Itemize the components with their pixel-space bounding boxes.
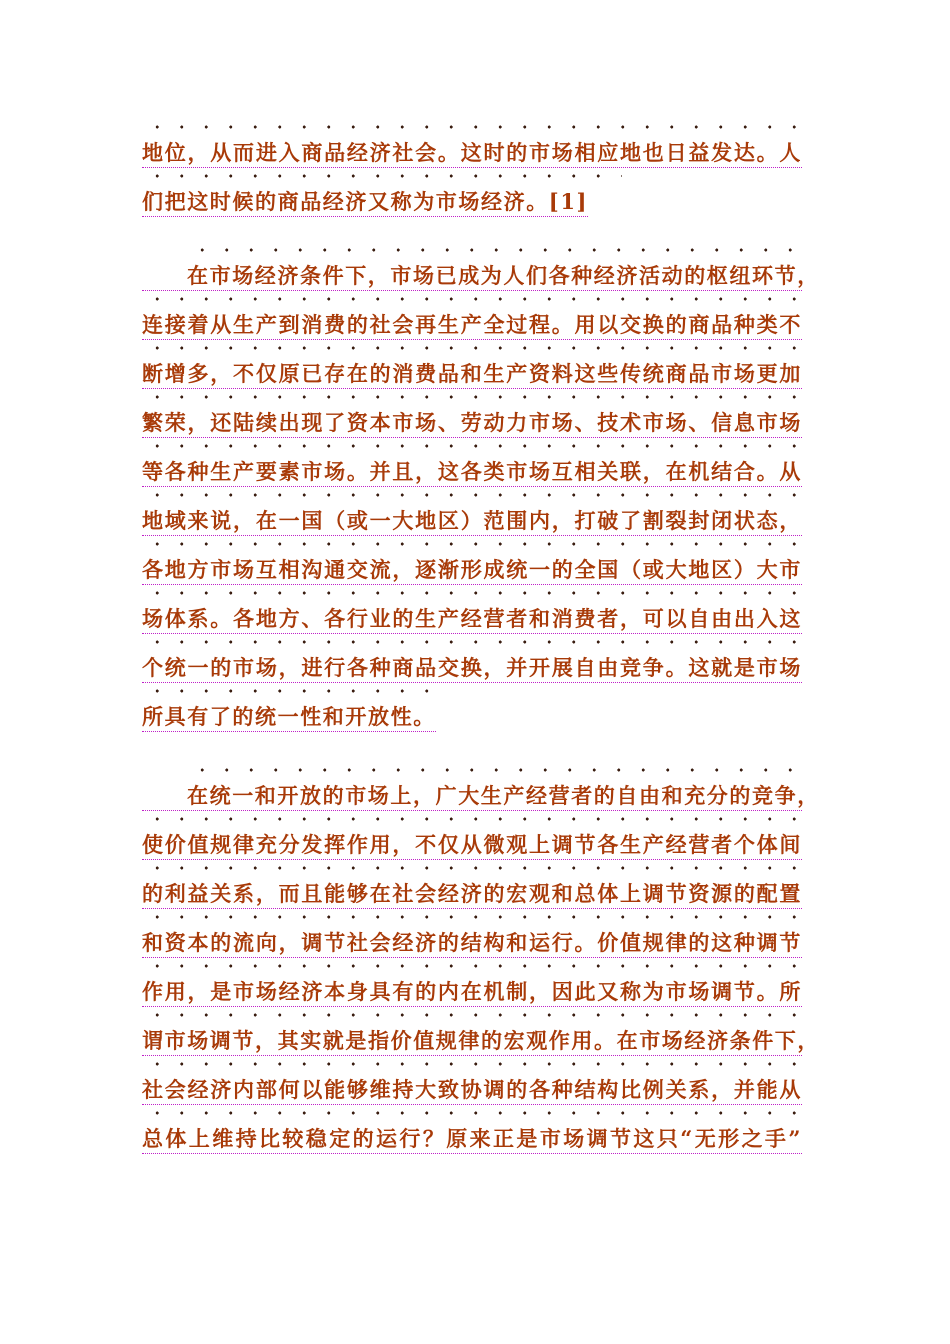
emphasis-dots bbox=[187, 248, 802, 252]
emphasis-dots bbox=[142, 125, 802, 129]
text-line bbox=[142, 882, 802, 906]
emphasis-dots bbox=[142, 866, 802, 870]
text-line bbox=[142, 783, 820, 808]
text-line bbox=[142, 1127, 802, 1151]
text-line bbox=[142, 656, 802, 680]
emphasis-dots bbox=[142, 542, 802, 546]
line-text: 的利益关系，而且能够在社会经济的宏观和总体上调节资源的配置 bbox=[142, 882, 802, 909]
emphasis-dots bbox=[142, 591, 802, 595]
line-text: 谓市场调节，其实就是指价值规律的宏观作用。在市场经济条件下， bbox=[142, 1029, 802, 1056]
line-text: 等各种生产要素市场。并且，这各类市场互相关联，在机结合。从 bbox=[142, 460, 802, 487]
line-text: 繁荣，还陆续出现了资本市场、劳动力市场、技术市场、信息市场 bbox=[142, 411, 802, 438]
line-text: 总体上维持比较稳定的运行？原来正是市场调节这只“无形之手” bbox=[142, 1127, 802, 1154]
line-text: 个统一的市场，进行各种商品交换，并开展自由竞争。这就是市场 bbox=[142, 656, 802, 683]
emphasis-dots bbox=[142, 297, 802, 301]
emphasis-dots bbox=[142, 640, 802, 644]
text-line bbox=[142, 362, 802, 386]
text-line bbox=[142, 1028, 820, 1053]
text-line bbox=[142, 931, 802, 955]
emphasis-dots bbox=[142, 964, 802, 968]
line-text: 在市场经济条件下，市场已成为人们各种经济活动的枢纽环节， bbox=[142, 264, 802, 291]
text-line bbox=[142, 705, 802, 729]
emphasis-dots bbox=[187, 768, 802, 772]
text-line bbox=[142, 1078, 802, 1102]
text-line bbox=[142, 141, 802, 165]
line-text: 社会经济内部何以能够维持大致协调的各种结构比例关系，并能从 bbox=[142, 1078, 802, 1105]
line-text: 各地方市场互相沟通交流，逐渐形成统一的全国（或大地区）大市 bbox=[142, 558, 802, 585]
line-text: 断增多，不仅原已存在的消费品和生产资料这些传统商品市场更加 bbox=[142, 362, 802, 389]
emphasis-dots bbox=[142, 915, 802, 919]
emphasis-dots bbox=[142, 689, 437, 693]
emphasis-dots bbox=[142, 1013, 802, 1017]
line-text: 在统一和开放的市场上，广大生产经营者的自由和充分的竞争， bbox=[142, 784, 802, 811]
text-line bbox=[142, 509, 802, 533]
text-line bbox=[142, 558, 802, 582]
line-text: 连接着从生产到消费的社会再生产全过程。用以交换的商品种类不 bbox=[142, 313, 802, 340]
emphasis-dots bbox=[142, 346, 802, 350]
emphasis-dots bbox=[142, 1062, 802, 1066]
paragraph-1 bbox=[142, 141, 802, 239]
text-line bbox=[142, 833, 802, 857]
line-text: 和资本的流向，调节社会经济的结构和运行。价值规律的这种调节 bbox=[142, 931, 802, 958]
emphasis-dots bbox=[142, 817, 802, 821]
paragraph-3 bbox=[142, 783, 820, 1176]
text-line bbox=[142, 313, 802, 337]
paragraph-2 bbox=[142, 263, 820, 754]
text-line bbox=[142, 980, 802, 1004]
line-text: 所具有了的统一性和开放性。 bbox=[142, 705, 436, 732]
line-text: 场体系。各地方、各行业的生产经营者和消费者，可以自由出入这 bbox=[142, 607, 802, 634]
line-text: 地位，从而进入商品经济社会。这时的市场相应地也日益发达。人 bbox=[142, 141, 802, 168]
emphasis-dots bbox=[142, 444, 802, 448]
text-line bbox=[142, 263, 820, 288]
text-line bbox=[142, 607, 802, 631]
emphasis-dots bbox=[142, 395, 802, 399]
emphasis-dots bbox=[142, 174, 622, 178]
text-line bbox=[142, 190, 802, 214]
line-text: 地域来说，在一国（或一大地区）范围内，打破了割裂封闭状态， bbox=[142, 509, 802, 536]
emphasis-dots bbox=[142, 1111, 802, 1115]
emphasis-dots bbox=[142, 493, 802, 497]
line-text: 使价值规律充分发挥作用，不仅从微观上调节各生产经营者个体间 bbox=[142, 833, 802, 860]
line-text: 作用，是市场经济本身具有的内在机制，因此又称为市场调节。所 bbox=[142, 980, 802, 1007]
text-line bbox=[142, 411, 802, 435]
line-text: 们把这时候的商品经济又称为市场经济。[1] bbox=[142, 190, 588, 217]
text-line bbox=[142, 460, 802, 484]
